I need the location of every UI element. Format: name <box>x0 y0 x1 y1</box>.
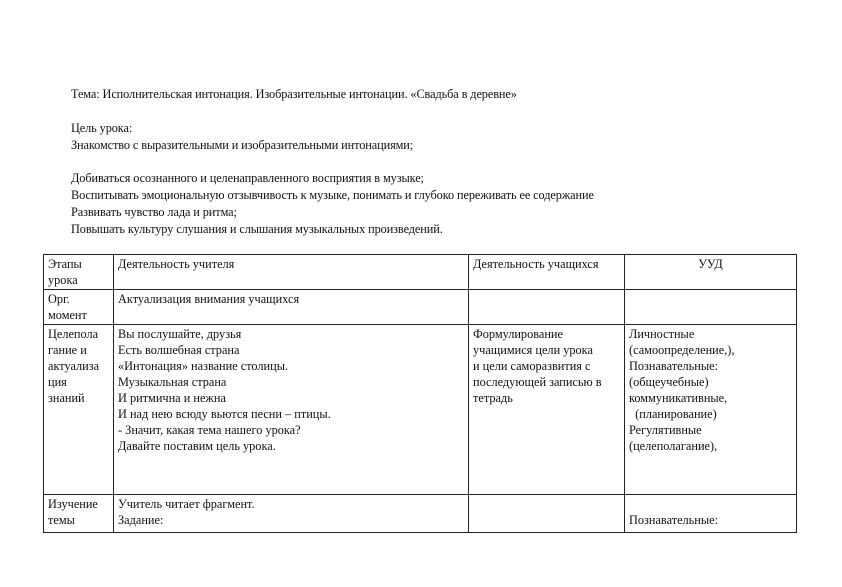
lesson-topic: Тема: Исполнительская интонация. Изобразительные интонации. «Свадьба в деревне» <box>71 87 517 101</box>
stage-cell: Целепола гание и актуализа ция знаний <box>44 325 114 495</box>
stage-cell: Изучение темы <box>44 495 114 533</box>
goal-text: Знакомство с выразительными и изобразительными интонациями; <box>71 138 414 152</box>
table-row <box>44 495 797 533</box>
students-cell <box>469 290 625 325</box>
teacher-cell: Вы послушайте, друзья Есть волшебная страна «Интонация» название столицы. Музыкальная страна И ритмична и нежна И над нею всюду вьются песни – птицы. - Значит, какая тема нашего урока? Давайте поставим цель урока. <box>114 325 469 495</box>
students-cell <box>469 495 625 533</box>
task-line: Добиваться осознанного и целенаправленного восприятия в музыке; <box>71 171 424 185</box>
header-students: Деятельность учащихся <box>469 255 625 290</box>
teacher-cell: Актуализация внимания учащихся <box>114 290 469 325</box>
header-stage: Этапы урока <box>44 255 114 290</box>
uud-cell: Познавательные: <box>625 495 797 533</box>
table-row <box>44 325 797 495</box>
task-line: Повышать культуру слушания и слышания музыкальных произведений. <box>71 222 443 236</box>
uud-cell <box>625 290 797 325</box>
goal-label: Цель урока: <box>71 121 133 135</box>
task-line: Развивать чувство лада и ритма; <box>71 205 237 219</box>
header-uud: УУД <box>625 255 797 290</box>
stage-cell: Орг. момент <box>44 290 114 325</box>
teacher-cell: Учитель читает фрагмент. Задание: <box>114 495 469 533</box>
task-line: Воспитывать эмоциональную отзывчивость к музыке, понимать и глубоко переживать ее содержание <box>71 188 594 202</box>
table-header-row <box>44 255 797 290</box>
table-row <box>44 290 797 325</box>
header-teacher: Деятельность учителя <box>114 255 469 290</box>
lesson-plan-table <box>43 254 797 533</box>
uud-cell: Личностные (самоопределение,), Познавательные: (общеучебные) коммуникативные, (планирование) Регулятивные (целеполагание), <box>625 325 797 495</box>
students-cell: Формулирование учащимися цели урока и цели саморазвития с последующей записью в тетрадь <box>469 325 625 495</box>
